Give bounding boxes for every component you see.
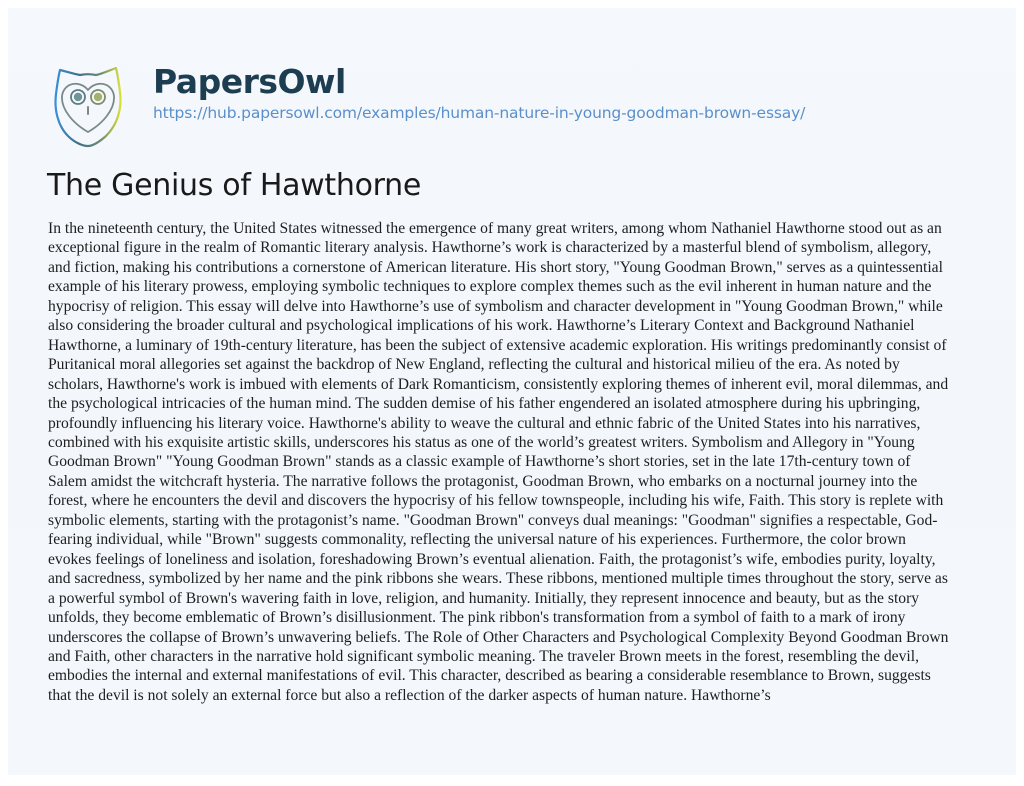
body-line: forest, where he encounters the devil and discovers the hypocrisy of his fellow townspeople, including his wife, Faith. This story is replete with (48, 492, 944, 510)
body-line: that the devil is not solely an external force but also a reflection of the darker aspects of human nature. Hawthorne’s (48, 686, 771, 704)
body-line: the psychological intricacies of the human mind. The sudden demise of his father engendered an isolated atmosphere during his upbringing, (48, 395, 921, 413)
body-line: hypocrisy of religion. This essay will delve into Hawthorne’s use of symbolism and character development in "Young Goodman Brown," while (48, 297, 943, 315)
body-line: example of his literary prowess, employing symbolic techniques to explore complex themes such as the evil inherent in human nature and the (48, 278, 932, 296)
document-body (48, 219, 1008, 705)
body-line: scholars, Hawthorne's work is imbued with elements of Dark Romanticism, consistently exploring themes of inherent evil, moral dilemmas, and (48, 375, 949, 393)
body-line: Salem amidst the witchcraft hysteria. The narrative follows the protagonist, Goodman Brown, who embarks on a nocturnal journey into the (48, 472, 918, 490)
body-line: evokes feelings of loneliness and isolation, foreshadowing Brown’s eventual alienation. Faith, the protagonist’s wife, embodies purity, loyalty, (48, 550, 936, 568)
body-line: underscores the collapse of Brown’s unwavering beliefs. The Role of Other Characters and Psychological Complexity Beyond Goodman Brown (48, 628, 949, 646)
body-line: and Faith, other characters in the narrative hold significant symbolic meaning. The traveler Brown meets in the forest, resembling the devil, (48, 647, 919, 665)
body-line: combined with his exquisite artistic skills, underscores his status as one of the world’s greatest writers. Symbolism and Allegory in "Young (48, 433, 915, 451)
body-line: a powerful symbol of Brown's wavering faith in love, religion, and humanity. Initially, they represent innocence and beauty, but as the story (48, 589, 920, 607)
body-line: profoundly influencing his literary voice. Hawthorne's ability to weave the cultural and ethnic fabric of the United States into his narratives, (48, 414, 921, 432)
body-line: and sacredness, symbolized by her name and the pink ribbons she wears. These ribbons, mentioned multiple times throughout the story, serve as (48, 570, 948, 588)
body-line: Goodman Brown" "Young Goodman Brown" stands as a classic example of Hawthorne’s short stories, set in the late 17th-century town of (48, 453, 911, 471)
body-line: fearing individual, while "Brown" suggests commonality, reflecting the universal nature of his experiences. Furthermore, the color brown (48, 531, 906, 549)
brand-name: PapersOwl (153, 62, 346, 101)
body-line: symbolic elements, starting with the protagonist’s name. "Goodman Brown" conveys dual meanings: "Goodman" signifies a respectable, God- (48, 511, 938, 529)
body-line: unfolds, they become emblematic of Brown’s disillusionment. The pink ribbon's transformation from a symbol of faith to a mark of irony (48, 609, 906, 627)
owl-logo-icon (52, 66, 124, 148)
body-line: Puritanical moral allegories set against the backdrop of New England, reflecting the cultural and historical milieu of the era. As noted by (48, 356, 900, 374)
body-line: Hawthorne, a luminary of 19th-century literature, has been the subject of extensive academic exploration. His writings predominantly consist of (48, 336, 947, 354)
body-line: embodies the internal and external manifestations of evil. This character, described as bearing a considerable resemblance to Brown, suggests (48, 667, 931, 685)
body-line: also considering the broader cultural and psychological implications of his work. Hawthorne’s Literary Context and Background Nathaniel (48, 317, 915, 335)
body-line: and fiction, making his contributions a cornerstone of American literature. His short story, "Young Goodman Brown," serves as a quintessential (48, 258, 943, 276)
document-title: The Genius of Hawthorne (47, 168, 422, 203)
body-line: In the nineteenth century, the United States witnessed the emergence of many great writers, among whom Nathaniel Hawthorne stood out as an (48, 220, 942, 237)
site-header (52, 62, 952, 150)
source-url-link[interactable]: https://hub.papersowl.com/examples/human-nature-in-young-goodman-brown-essay/ (153, 104, 806, 122)
body-line: exceptional figure in the realm of Romantic literary analysis. Hawthorne’s work is characterized by a masterful blend of symbolism, allegory, (48, 239, 932, 257)
